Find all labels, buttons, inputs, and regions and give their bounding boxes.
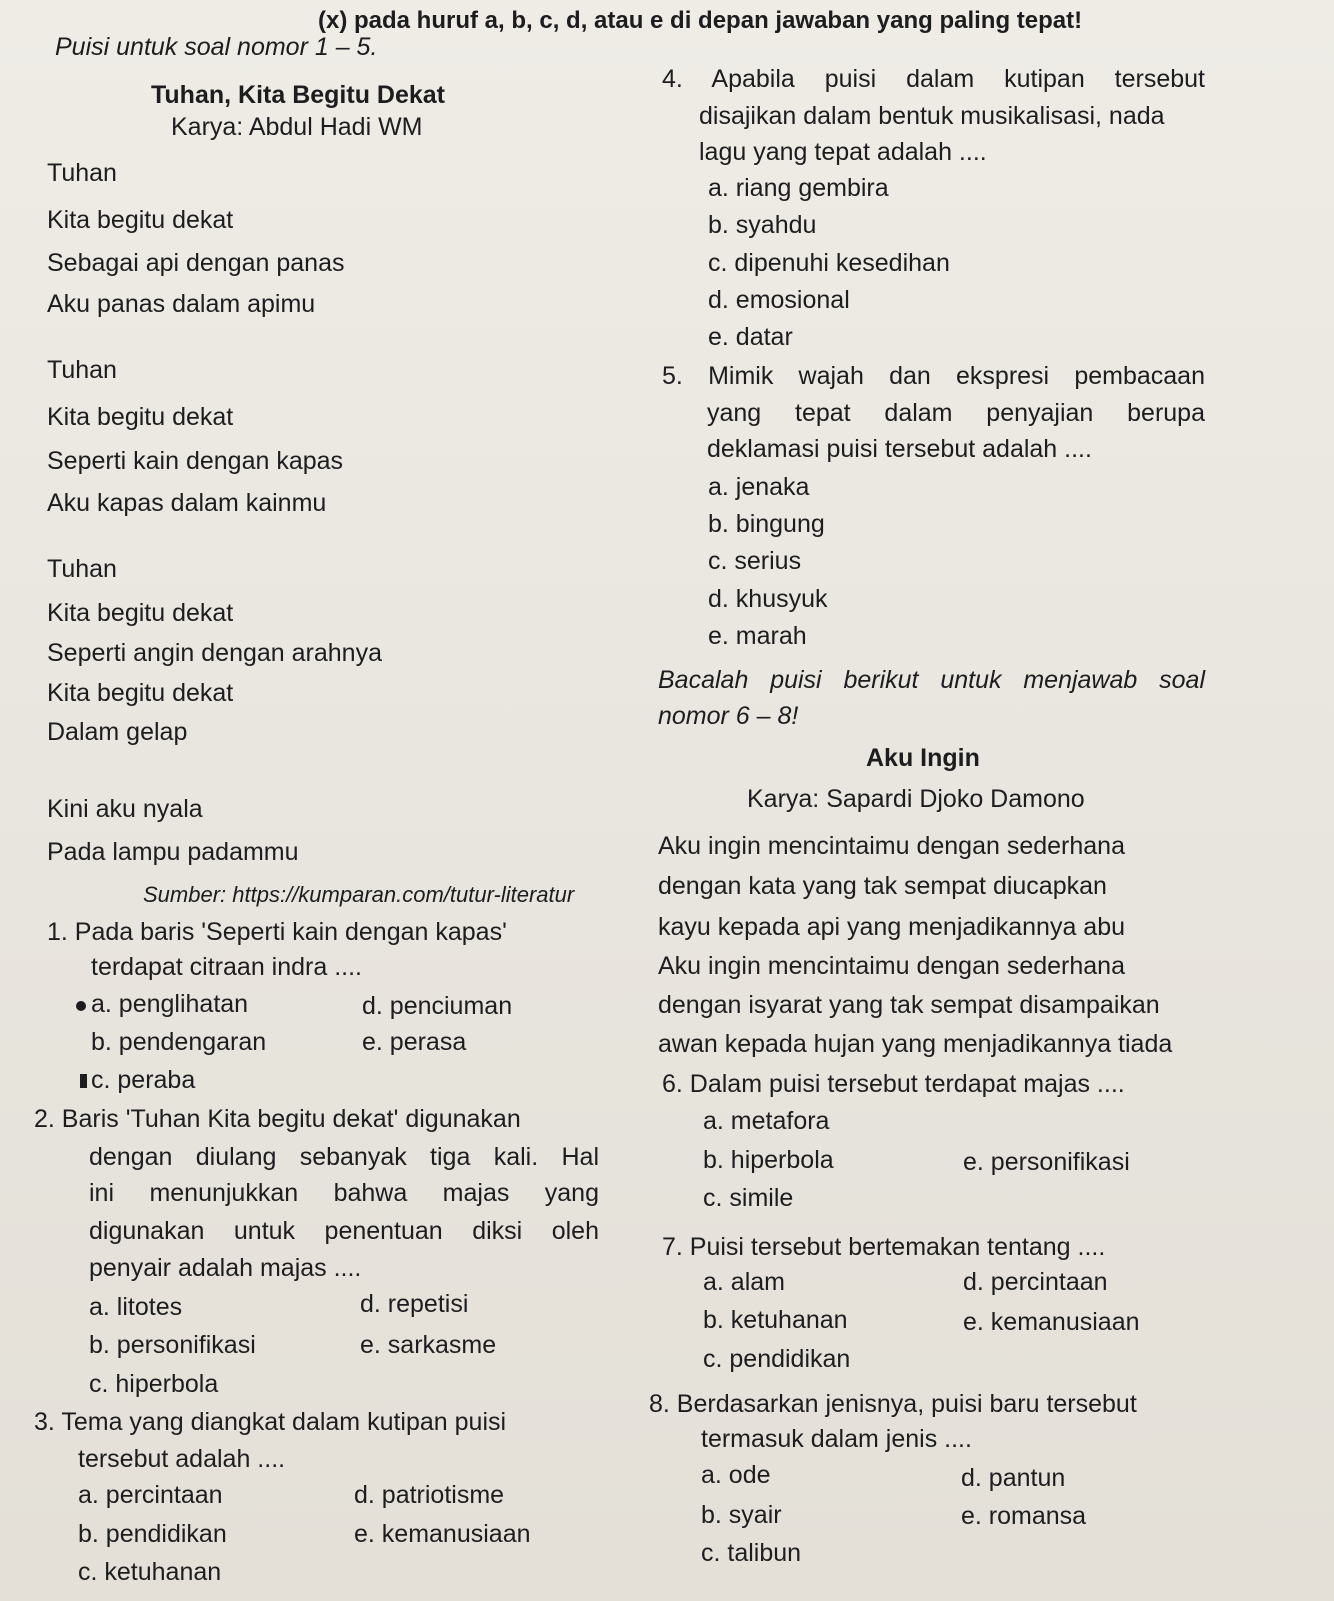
q2-option: d. repetisi [360,1290,469,1318]
q4-stem: lagu yang tepat adalah .... [699,138,987,166]
q4-option: a. riang gembira [708,174,889,202]
q4-option: d. emosional [708,286,850,314]
poem2-line: dengan kata yang tak sempat diucapkan [658,872,1107,900]
q8-option: c. talibun [701,1539,802,1567]
q5-option: e. marah [708,622,807,650]
q2-stem: dengan diulang sebanyak tiga kali. Hal [89,1143,599,1171]
q3-stem: 3. Tema yang diangkat dalam kutipan puisi [34,1408,507,1436]
q2-stem: digunakan untuk penentuan diksi oleh [89,1217,599,1245]
q1-option: d. penciuman [362,992,513,1020]
q6-option: b. hiperbola [703,1146,834,1174]
poem2-intro: nomor 6 – 8! [658,702,799,730]
q8-option: a. ode [701,1461,771,1489]
q7-option: b. ketuhanan [703,1306,848,1334]
poem1-line: Dalam gelap [47,718,188,746]
q7-stem: 7. Puisi tersebut bertemakan tentang .... [662,1233,1106,1261]
poem1-line: Aku panas dalam apimu [47,290,316,318]
q7-option: d. percintaan [963,1268,1108,1296]
q3-option: b. pendidikan [78,1520,227,1548]
poem2-line: Aku ingin mencintaimu dengan sederhana [658,952,1125,980]
q5-option: b. bingung [708,510,825,538]
q1-option: a. penglihatan [91,990,249,1018]
poem1-line: Kita begitu dekat [47,679,234,707]
poem2-line: Aku ingin mencintaimu dengan sederhana [658,832,1125,860]
q8-option: b. syair [701,1501,782,1529]
q2-stem: penyair adalah majas .... [89,1254,362,1282]
q1-stem: 1. Pada baris 'Seperti kain dengan kapas' [47,918,507,946]
q6-option: a. metafora [703,1107,830,1135]
q7-option: a. alam [703,1268,785,1296]
answer-mark [76,1001,86,1011]
q3-option: e. kemanusiaan [354,1520,531,1548]
instruction-text: (x) pada huruf a, b, c, d, atau e di depan jawaban yang paling tepat! [318,7,1083,34]
q7-option: c. pendidikan [703,1345,851,1373]
poem2-title: Aku Ingin [866,744,980,772]
q6-option: e. personifikasi [963,1148,1130,1176]
q3-stem: tersebut adalah .... [78,1445,286,1473]
poem1-line: Tuhan [47,159,117,187]
q8-stem: 8. Berdasarkan jenisnya, puisi baru tersebut [649,1390,1137,1418]
q4-stem: 4. Apabila puisi dalam kutipan tersebut [662,65,1205,93]
answer-mark [80,1074,87,1088]
q5-stem: yang tepat dalam penyajian berupa [707,399,1205,427]
poem2-line: awan kepada hujan yang menjadikannya tiada [658,1030,1173,1058]
q7-option: e. kemanusiaan [963,1308,1140,1336]
q5-stem: 5. Mimik wajah dan ekspresi pembacaan [662,362,1205,390]
q1-option: e. perasa [362,1028,467,1056]
poem1-title: Tuhan, Kita Begitu Dekat [151,81,446,109]
q2-option: a. litotes [89,1293,183,1321]
poem1-source: Sumber: https://kumparan.com/tutur-literatur [143,882,575,907]
q2-stem: 2. Baris 'Tuhan Kita begitu dekat' digunakan [34,1105,521,1133]
q1-option: b. pendengaran [91,1028,267,1056]
q5-option: a. jenaka [708,473,810,501]
q4-stem: disajikan dalam bentuk musikalisasi, nada [699,102,1165,130]
q3-option: c. ketuhanan [78,1558,222,1586]
poem1-line: Kini aku nyala [47,795,203,823]
q6-stem: 6. Dalam puisi tersebut terdapat majas .... [662,1070,1125,1098]
poem1-line: Tuhan [47,356,117,384]
poem1-line: Kita begitu dekat [47,599,234,627]
poem2-line: dengan isyarat yang tak sempat disampaikan [658,991,1160,1019]
poem1-intro: Puisi untuk soal nomor 1 – 5. [55,33,378,61]
q5-option: c. serius [708,547,802,575]
q4-option: b. syahdu [708,211,817,239]
poem1-author: Karya: Abdul Hadi WM [171,113,423,141]
poem2-author: Karya: Sapardi Djoko Damono [747,785,1085,813]
q5-option: d. khusyuk [708,585,828,613]
poem1-line: Sebagai api dengan panas [47,249,345,277]
poem1-line: Tuhan [47,555,117,583]
poem1-line: Aku kapas dalam kainmu [47,489,327,517]
poem1-line: Seperti kain dengan kapas [47,447,344,475]
q3-option: d. patriotisme [354,1481,505,1509]
poem2-line: kayu kepada api yang menjadikannya abu [658,913,1126,941]
poem1-line: Kita begitu dekat [47,403,234,431]
poem1-line: Pada lampu padammu [47,838,299,866]
poem1-line: Seperti angin dengan arahnya [47,639,382,667]
poem2-intro: Bacalah puisi berikut untuk menjawab soal [658,666,1205,694]
q3-option: a. percintaan [78,1481,223,1509]
q8-option: e. romansa [961,1502,1087,1530]
q6-option: c. simile [703,1184,794,1212]
q1-stem: terdapat citraan indra .... [91,953,362,981]
q4-option: e. datar [708,323,793,351]
q1-option: c. peraba [91,1066,196,1094]
q8-stem: termasuk dalam jenis .... [701,1425,972,1453]
q2-option: c. hiperbola [89,1370,219,1398]
q2-option: b. personifikasi [89,1331,256,1359]
q2-option: e. sarkasme [360,1331,497,1359]
q5-stem: deklamasi puisi tersebut adalah .... [707,435,1092,463]
q8-option: d. pantun [961,1464,1066,1492]
q2-stem: ini menunjukkan bahwa majas yang [89,1179,599,1207]
poem1-line: Kita begitu dekat [47,206,234,234]
q4-option: c. dipenuhi kesedihan [708,249,950,277]
